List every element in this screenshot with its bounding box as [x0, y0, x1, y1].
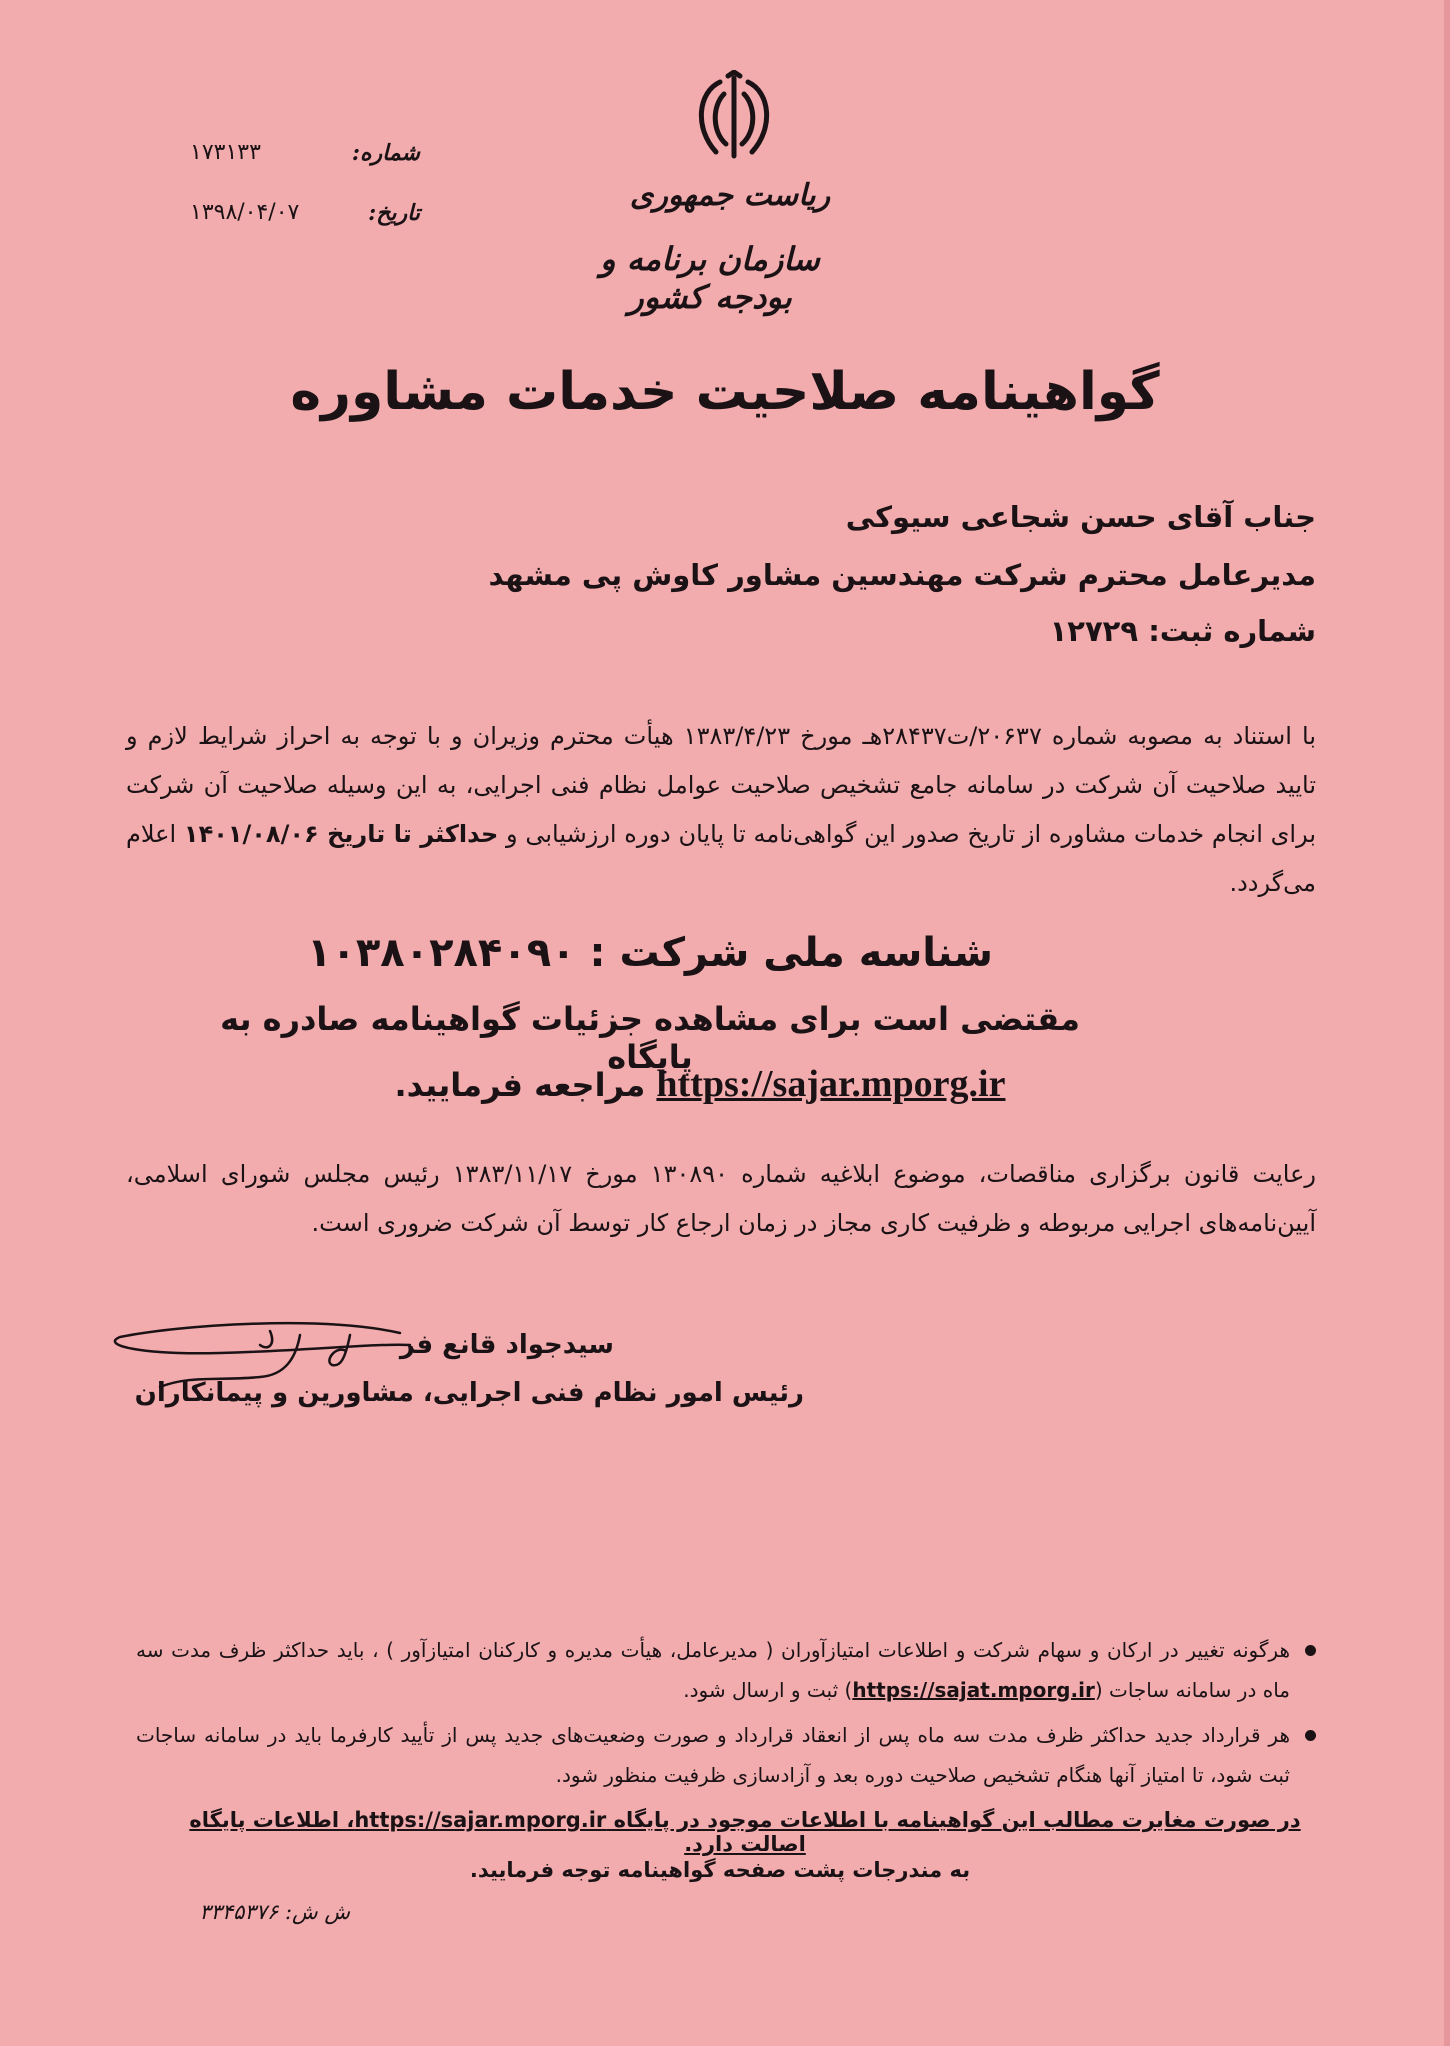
- signatory-name: سیدجواد قانع فر: [399, 1330, 614, 1360]
- sajat-link[interactable]: https://sajat.mporg.ir: [852, 1678, 1095, 1702]
- letter-number: [180, 140, 420, 180]
- registration-number: [416, 614, 1316, 648]
- bullet-icon: [1305, 1645, 1316, 1656]
- reference-number: ش ش: ۳۳۴۵۳۷۶: [199, 1900, 350, 1924]
- note-item: [136, 1630, 1316, 1710]
- bullet-icon: [1305, 1730, 1316, 1741]
- back-page-notice: به مندرجات پشت صفحه گواهینامه توجه فرمایید.: [469, 1858, 971, 1882]
- iran-emblem-icon: [680, 70, 788, 170]
- registration-label: شماره ثبت:: [1148, 614, 1316, 648]
- note-item: [136, 1715, 1316, 1795]
- registration-value: ۱۲۷۲۹: [1049, 614, 1139, 648]
- discrepancy-notice: [180, 1808, 1310, 1856]
- compliance-paragraph: رعایت قانون برگزاری مناقصات، موضوع ابلاغیه شماره ۱۳۰۸۹۰ مورخ ۱۳۸۳/۱۱/۱۷ رئیس مجلس شورای اسلامی، آیین‌نامه‌های اجرایی مربوطه و ظرفیت کاری مجاز در زمان ارجاع کار توسط آن شرکت ضروری است.: [126, 1160, 1316, 1237]
- date-value: ۱۳۹۸/۰۴/۰۷: [190, 200, 300, 225]
- signatory-title: رئیس امور نظام فنی اجرایی، مشاورین و پیمانکاران: [134, 1378, 804, 1408]
- note-text: هر قرارداد جدید حداکثر ظرف مدت سه ماه پس از انعقاد قرارداد و صورت وضعیت‌های جدید پس از تأیید کارفرما باید در سامانه ساجات ثبت شود، تا امتیاز آنها هنگام تشخیص صلاحیت دوره بعد و آزادسازی ظرفیت منظور شود.: [136, 1723, 1290, 1787]
- date-label: تاریخ:: [368, 200, 420, 226]
- note-text: هرگونه تغییر در ارکان و سهام شرکت و اطلاعات امتیازآوران ( مدیرعامل، هیأت مدیره و کارکنان امتیازآور ) ، باید حداکثر ظرف مدت سه ماه در سامانه ساجات (: [136, 1638, 1290, 1702]
- portal-notice-end: مراجعه فرمایید.: [394, 1066, 646, 1104]
- recipient-name: جناب آقای حسن شجاعی سیوکی: [845, 500, 1316, 534]
- main-paragraph: [126, 712, 1316, 908]
- organization-text: سازمان برنامه و بودجه کشور: [600, 240, 820, 316]
- letter-date: [180, 200, 420, 240]
- main-paragraph-end: اعلام می‌گردد.: [126, 820, 1316, 897]
- discrepancy-text: در صورت مغایرت مطالب این گواهینامه با اطلاعات موجود در پایگاه https://sajar.mporg.ir، اطلاعات پایگاه اصالت دارد.: [189, 1808, 1301, 1856]
- presidency-text: ریاست جمهوری: [629, 178, 831, 213]
- validity-date: حداکثر تا تاریخ ۱۴۰۱/۰۸/۰۶: [183, 820, 499, 848]
- recipient-position: مدیرعامل محترم شرکت مهندسین مشاور کاوش پی مشهد: [488, 558, 1316, 592]
- main-paragraph-text: با استناد به مصوبه شماره ۲۰۶۳۷/ت۲۸۴۳۷هـ مورخ ۱۳۸۳/۴/۲۳ هیأت محترم وزیران و با توجه به احراز شرایط لازم و تایید صلاحیت آن شرکت در سامانه جامع تشخیص صلاحیت عوامل نظام فنی اجرایی، به این وسیله صلاحیت آن شرکت برای انجام خدمات مشاوره از تاریخ صدور این گواهی‌نامه تا پایان دوره ارزشیابی و: [126, 722, 1317, 848]
- number-label: شماره:: [351, 140, 420, 166]
- note-text-end: ) ثبت و ارسال شود.: [683, 1678, 853, 1702]
- national-id: [300, 930, 1000, 976]
- page-title: گواهینامه صلاحیت خدمات مشاوره: [290, 362, 1160, 422]
- portal-notice-line2: [380, 1062, 1020, 1106]
- national-id-label: شناسه ملی شرکت :: [589, 930, 993, 976]
- national-id-value: ۱۰۳۸۰۲۸۴۰۹۰: [307, 930, 576, 976]
- portal-notice-line1: مقتضی است برای مشاهده جزئیات گواهینامه صادره به پایگاه: [220, 1000, 1080, 1076]
- sajar-link[interactable]: https://sajar.mporg.ir: [656, 1063, 1006, 1105]
- number-value: ۱۷۳۱۳۳: [190, 140, 261, 165]
